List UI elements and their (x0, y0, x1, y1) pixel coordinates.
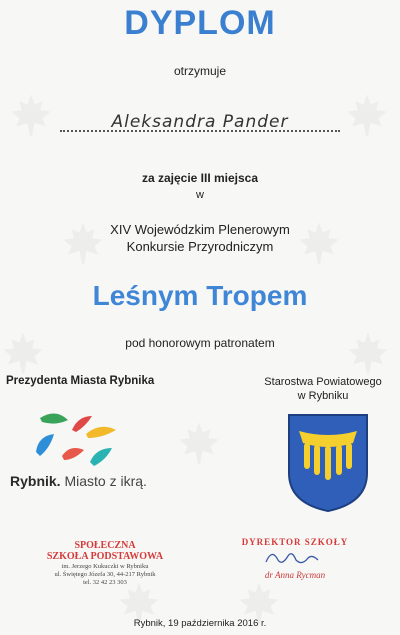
award-place: za zajęcie III miejsca (141, 171, 259, 185)
county-patron-label-1: Starostwa Powiatowego (264, 376, 382, 388)
maple-leaf-watermark-icon (176, 420, 222, 466)
school-stamp-line-1: SPOŁECZNA (74, 540, 136, 551)
county-patron-label-2: w Rybniku (297, 390, 349, 402)
rybnik-slogan (10, 473, 147, 489)
school-stamp-line-3: im. Jerzego Kukuczki w Rybniku (61, 563, 149, 570)
issue-date: Rybnik, 19 października 2016 r. (133, 618, 267, 629)
school-stamp-address (30, 563, 180, 587)
school-stamp-line-2: SZKOŁA PODSTAWOWA (46, 551, 164, 562)
school-stamp-line-5: tel. 32 42 23 303 (83, 579, 127, 586)
county-crest-icon (287, 413, 369, 513)
receives-label: otrzymuje (173, 64, 226, 78)
diploma-title: DYPLOM (124, 4, 276, 42)
contest-line-1: XIV Wojewódzkim Plenerowym (110, 222, 290, 237)
rybnik-city-label: Rybnik. (10, 473, 61, 489)
director-title: DYREKTOR SZKOŁY (241, 537, 349, 547)
award-in: w (196, 189, 204, 201)
director-signature-icon (262, 546, 322, 570)
director-name: dr Anna Rycman (264, 570, 326, 580)
contest-name: Leśnym Tropem (92, 280, 308, 311)
school-stamp-line-4: ul. Świętego Józefa 30, 44-217 Rybnik (54, 571, 156, 578)
rybnik-slogan-label: Miasto z ikrą. (64, 473, 147, 489)
rybnik-fish-logo-icon (28, 408, 128, 472)
contest-line-2: Konkursie Przyrodniczym (126, 239, 274, 254)
patronage-heading: pod honorowym patronatem (125, 336, 275, 350)
school-stamp (30, 540, 180, 562)
name-dotted-line (60, 130, 340, 132)
recipient-name: Aleksandra Pander (111, 112, 289, 132)
mayor-patron-label: Prezydenta Miasta Rybnika (6, 375, 155, 387)
